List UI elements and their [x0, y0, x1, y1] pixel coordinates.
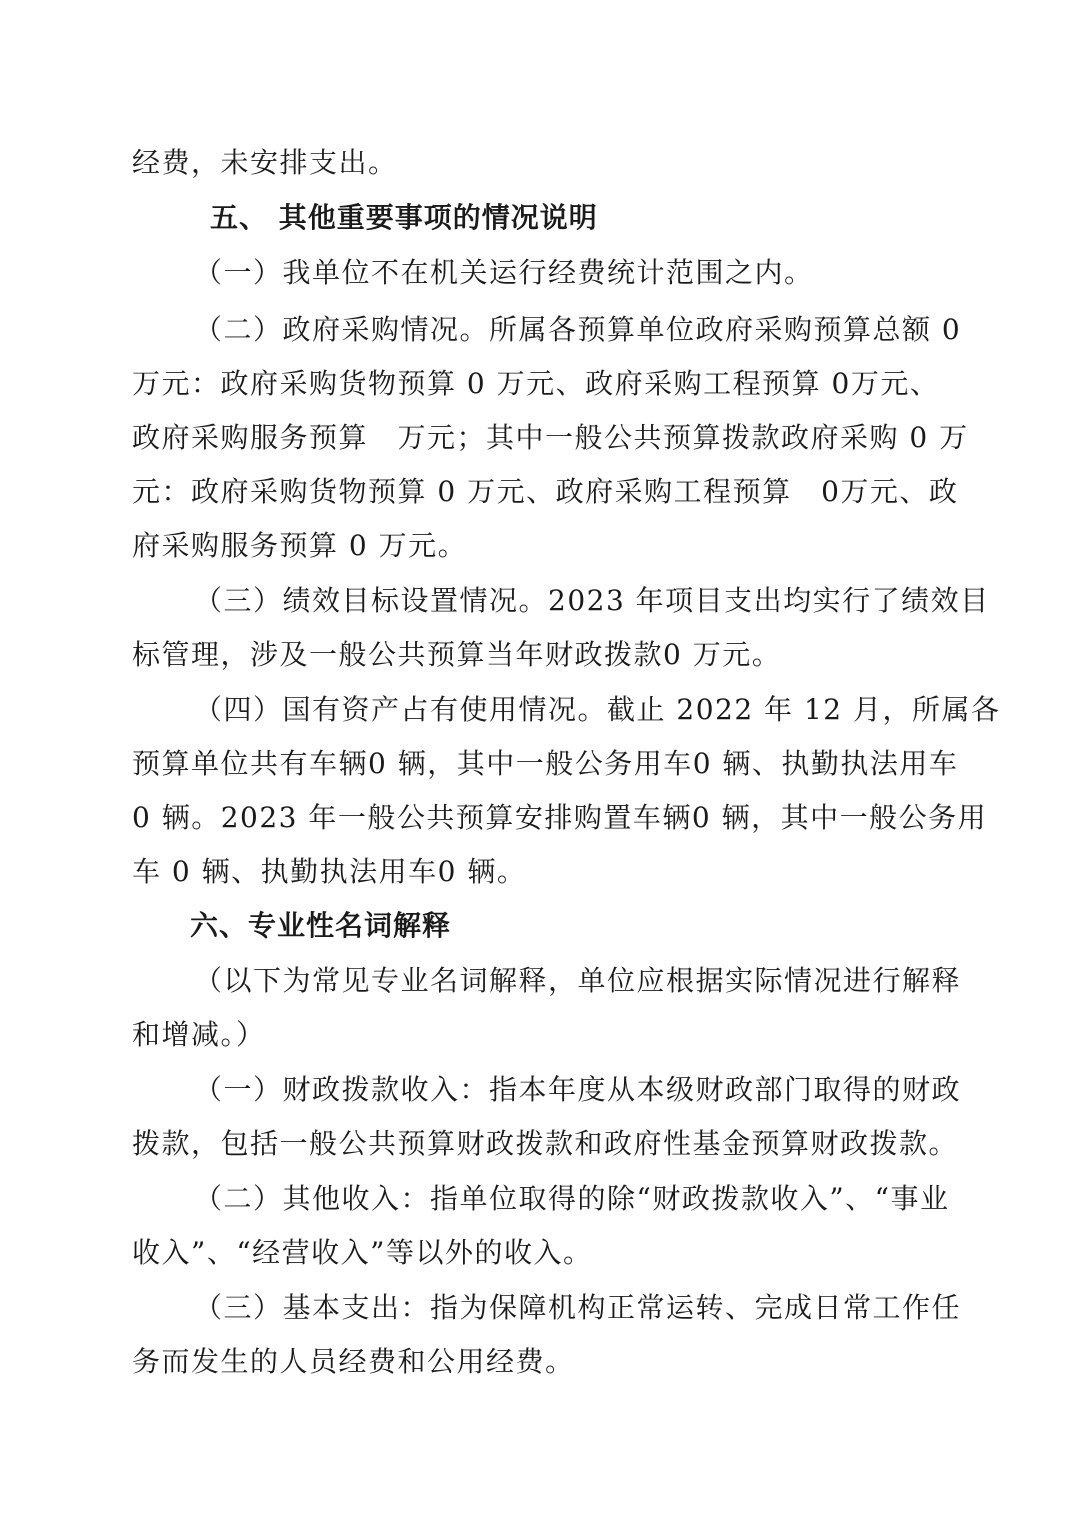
paragraph-line: （二）其他收入：指单位取得的除“财政拨款收入”、“事业: [194, 1182, 950, 1215]
paragraph-line: 收入”、“经营收入”等以外的收入。: [132, 1236, 593, 1269]
paragraph-line: 0 辆。2023 年一般公共预算安排购置车辆0 辆，其中一般公务用: [132, 801, 988, 834]
paragraph-line: 府采购服务预算 0 万元。: [132, 529, 468, 562]
section-heading-5: 五、 其他重要事项的情况说明: [210, 201, 598, 234]
paragraph-line: 政府采购服务预算 万元；其中一般公共预算拨款政府采购 0 万: [132, 421, 969, 454]
paragraph-line: 预算单位共有车辆0 辆，其中一般公务用车0 辆、执勤执法用车: [132, 747, 959, 780]
paragraph-line: 拨款，包括一般公共预算财政拨款和政府性基金预算财政拨款。: [132, 1127, 959, 1160]
paragraph-line: 元：政府采购货物预算 0 万元、政府采购工程预算 0万元、政: [132, 475, 959, 508]
paragraph-line: （四）国有资产占有使用情况。截止 2022 年 12 月，所属各: [194, 693, 1001, 726]
paragraph-line: （一）财政拨款收入：指本年度从本级财政部门取得的财政: [194, 1073, 962, 1106]
paragraph-line: 经费，未安排支出。: [132, 146, 398, 179]
paragraph-line: （三）基本支出：指为保障机构正常运转、完成日常工作任: [194, 1291, 962, 1324]
paragraph-line: （二）政府采购情况。所属各预算单位政府采购预算总额 0: [194, 313, 962, 346]
paragraph-line: （一）我单位不在机关运行经费统计范围之内。: [194, 256, 814, 289]
paragraph-line: （三）绩效目标设置情况。2023 年项目支出均实行了绩效目: [194, 584, 990, 617]
paragraph-line: 务而发生的人员经费和公用经费。: [132, 1345, 575, 1378]
paragraph-line: 和增减。）: [132, 1018, 266, 1051]
paragraph-line: 标管理，涉及一般公共预算当年财政拨款0 万元。: [132, 638, 782, 671]
paragraph-line: （以下为常见专业名词解释，单位应根据实际情况进行解释: [194, 964, 962, 997]
section-heading-6: 六、专业性名词解释: [190, 909, 452, 942]
paragraph-line: 车 0 辆、执勤执法用车0 辆。: [132, 855, 527, 888]
paragraph-line: 万元：政府采购货物预算 0 万元、政府采购工程预算 0万元、: [132, 367, 940, 400]
